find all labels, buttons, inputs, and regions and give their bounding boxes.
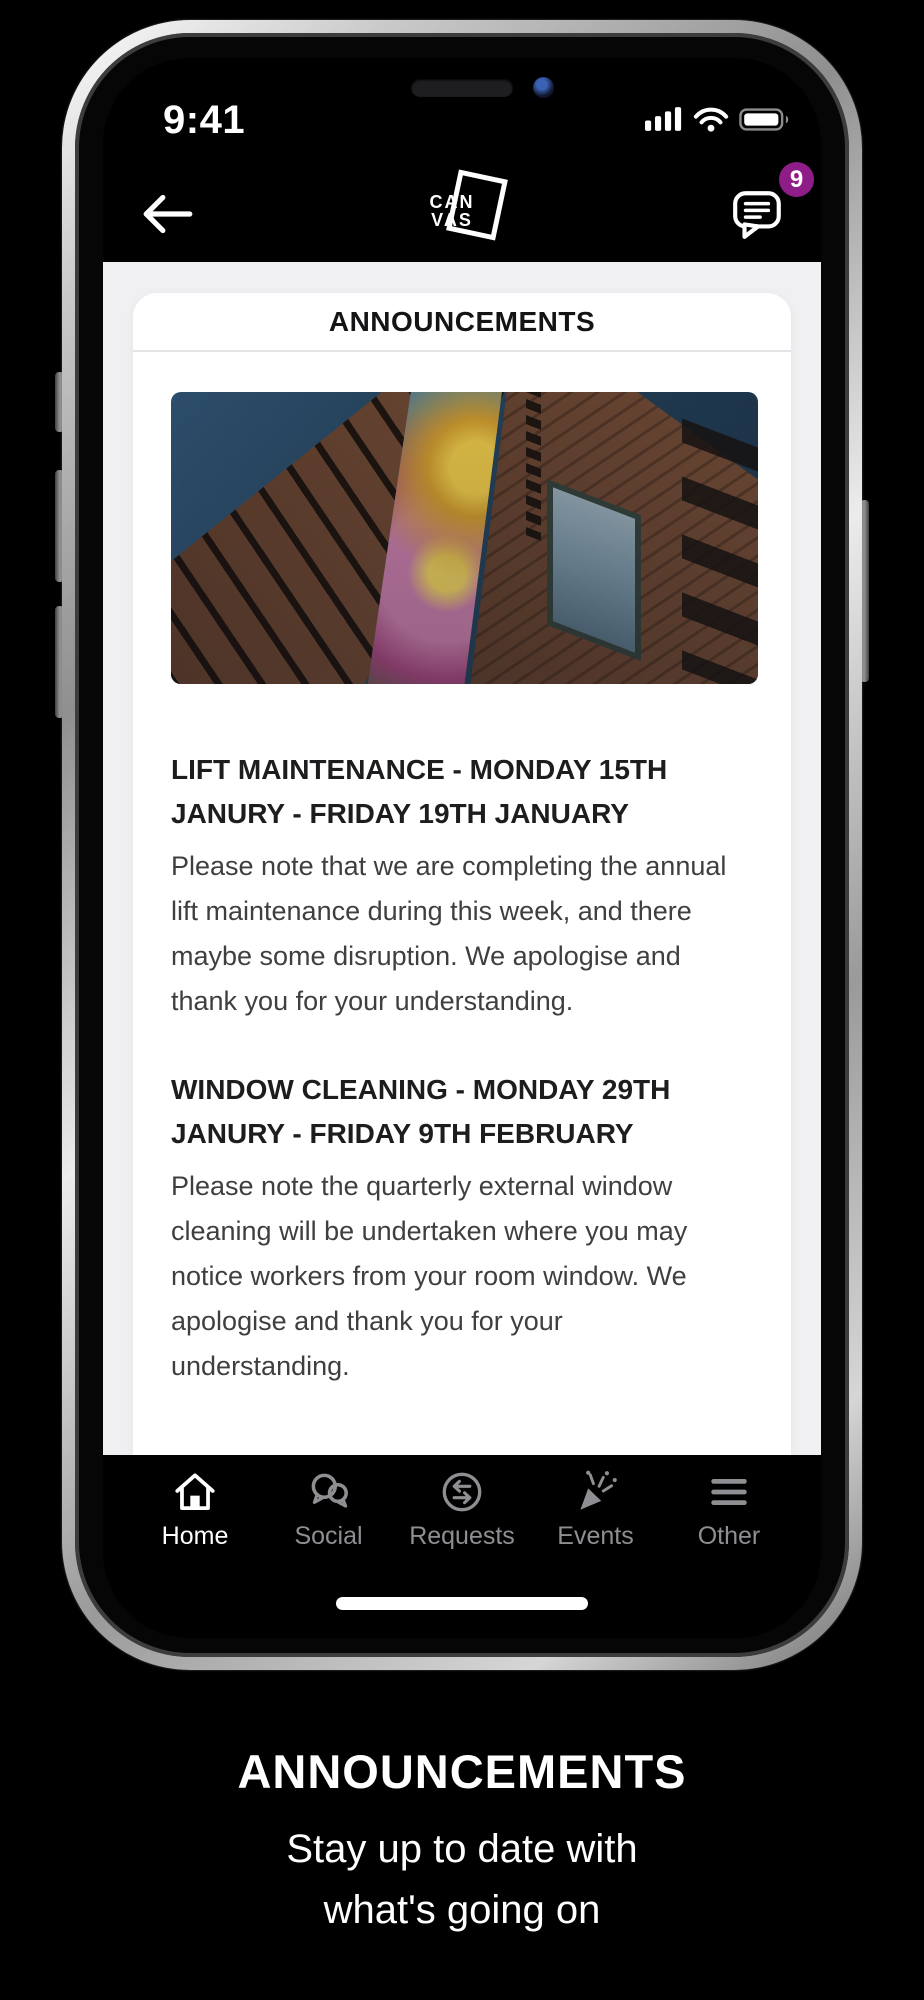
caption-subtitle: Stay up to date with what's going on [286, 1827, 638, 1932]
exchange-arrows-icon [437, 1467, 487, 1517]
tab-home-label: Home [161, 1522, 229, 1550]
chat-bubble-icon [731, 186, 785, 245]
status-bar-time: 9:41 [163, 98, 246, 142]
canvas-logo [425, 170, 501, 248]
tab-other[interactable] [667, 1467, 791, 1638]
unread-count-badge: 9 [779, 162, 814, 197]
chat-bubbles-icon [304, 1467, 354, 1517]
card-header [133, 293, 791, 352]
status-bar-icons [645, 106, 794, 138]
phone-frame [62, 20, 862, 1670]
announcement-item [171, 1068, 735, 1389]
marketing-caption [0, 1744, 924, 1941]
canvas-logo-text: CAN VAS [429, 192, 475, 230]
building-mural-photo [171, 392, 758, 684]
announcement-body: Please note the quarterly external window cleaning will be undertaken where you may notice workers from your room window. We apologise and thank you for your understanding. [171, 1171, 688, 1381]
bottom-tab-bar [103, 1455, 821, 1638]
messages-button[interactable] [723, 158, 809, 244]
tab-requests[interactable] [400, 1467, 524, 1638]
wifi-icon [693, 106, 729, 138]
card-content [133, 352, 791, 1389]
announcements-scroll-area[interactable] [103, 262, 821, 1455]
announcement-body: Please note that we are completing the annual lift maintenance during this week, and there maybe some disruption. We apologise and thank you for your understanding. [171, 851, 727, 1016]
phone-screen [103, 58, 821, 1638]
announcement-item [171, 748, 735, 1024]
hamburger-menu-icon [704, 1467, 754, 1517]
announcement-heading: WINDOW CLEANING - MONDAY 29TH JANURY - FRIDAY 9TH FEBRUARY [171, 1074, 671, 1149]
battery-icon [739, 106, 794, 138]
front-camera [533, 77, 554, 98]
tab-events[interactable] [534, 1467, 658, 1638]
home-icon [170, 1467, 220, 1517]
speaker-grille [411, 79, 513, 97]
cellular-signal-icon [645, 106, 683, 138]
card-title: ANNOUNCEMENTS [328, 305, 596, 337]
photo-dark-overlay [171, 392, 758, 684]
home-indicator-handle[interactable] [336, 1597, 588, 1610]
back-arrow-icon [138, 225, 196, 240]
tab-social[interactable] [267, 1467, 391, 1638]
caption-title: ANNOUNCEMENTS [237, 1745, 687, 1798]
tab-other-label: Other [697, 1522, 761, 1550]
announcement-heading: LIFT MAINTENANCE - MONDAY 15TH JANURY - FRIDAY 19TH JANUARY [171, 754, 668, 829]
tab-events-label: Events [557, 1522, 634, 1550]
tab-social-label: Social [294, 1522, 363, 1550]
tab-requests-label: Requests [409, 1522, 515, 1550]
tab-home[interactable] [133, 1467, 257, 1638]
party-popper-icon [571, 1467, 621, 1517]
announcements-card [133, 293, 791, 1455]
back-button[interactable] [137, 188, 197, 242]
